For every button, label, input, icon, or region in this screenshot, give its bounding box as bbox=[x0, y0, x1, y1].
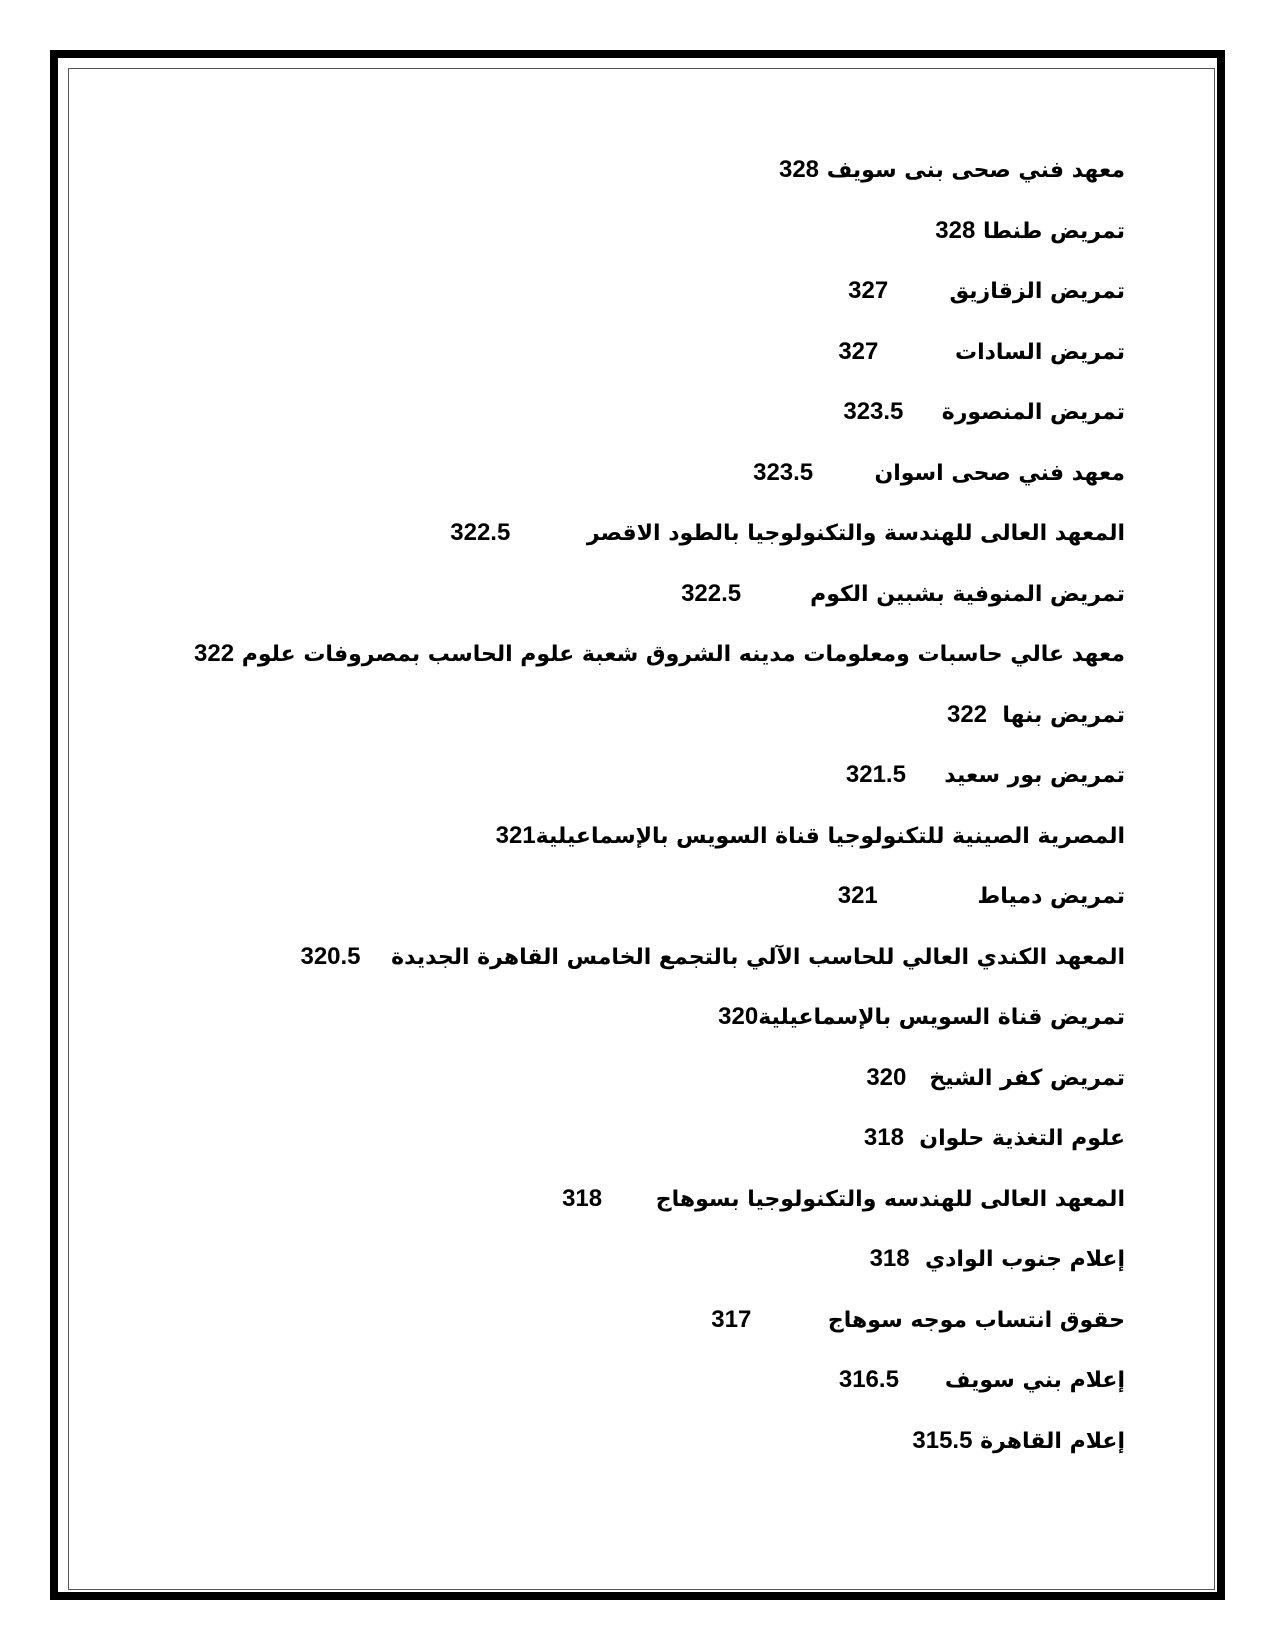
list-item bbox=[150, 443, 1125, 504]
spacer bbox=[234, 642, 242, 667]
spacer bbox=[904, 1126, 919, 1151]
spacer bbox=[987, 703, 1002, 728]
spacer bbox=[975, 219, 983, 244]
min-score: 320.5 bbox=[300, 942, 361, 970]
list-item bbox=[150, 987, 1125, 1048]
spacer bbox=[906, 1066, 929, 1091]
min-score: 321 bbox=[495, 821, 536, 849]
institution-name: تمريض بور سعيد bbox=[944, 763, 1125, 788]
spacer bbox=[906, 763, 944, 788]
spacer bbox=[910, 1247, 925, 1272]
institution-name: تمريض كفر الشيخ bbox=[929, 1065, 1125, 1091]
list-item bbox=[150, 201, 1125, 262]
spacer bbox=[361, 945, 392, 970]
min-score: 328 bbox=[935, 216, 976, 244]
institution-name: المعهد العالى للهندسة والتكنولوجيا بالطود الاقصر bbox=[586, 521, 1125, 546]
institution-name: حقوق انتساب موجه سوهاج bbox=[827, 1307, 1125, 1333]
institution-name: علوم التغذية حلوان bbox=[919, 1126, 1125, 1151]
spacer bbox=[878, 884, 978, 909]
min-score: 328 bbox=[778, 156, 820, 183]
min-score: 320 bbox=[866, 1063, 907, 1091]
min-score: 318 bbox=[869, 1245, 910, 1272]
min-score: 318 bbox=[562, 1184, 603, 1212]
list-item bbox=[150, 1350, 1125, 1411]
institution-name: معهد فني صحى اسوان bbox=[874, 460, 1125, 486]
institution-name: تمريض المنصورة bbox=[941, 400, 1125, 425]
spacer bbox=[510, 521, 587, 546]
list-item bbox=[150, 866, 1125, 927]
list-item bbox=[150, 140, 1125, 201]
institution-name: معهد فني صحى بنى سويف bbox=[826, 158, 1125, 183]
list-item bbox=[150, 685, 1125, 746]
min-score: 321 bbox=[837, 882, 878, 909]
list-item bbox=[150, 322, 1125, 383]
institution-name: تمريض بنها bbox=[1002, 702, 1125, 728]
spacer bbox=[903, 400, 941, 425]
spacer bbox=[819, 158, 827, 183]
min-score: 317 bbox=[711, 1305, 752, 1333]
min-score: 322 bbox=[194, 640, 235, 667]
institution-name: المعهد الكندي العالي للحاسب الآلي بالتجمع الخامس القاهرة الجديدة bbox=[391, 944, 1125, 970]
min-score: 321.5 bbox=[845, 761, 906, 788]
spacer bbox=[741, 582, 810, 607]
list-item bbox=[150, 1290, 1125, 1351]
institution-name: إعلام جنوب الوادي bbox=[924, 1247, 1125, 1272]
list-item bbox=[150, 564, 1125, 625]
institution-name: المعهد العالى للهندسه والتكنولوجيا بسوهاج bbox=[655, 1186, 1125, 1212]
spacer bbox=[878, 340, 955, 365]
list-item bbox=[150, 261, 1125, 322]
institution-name: تمريض دمياط bbox=[977, 884, 1125, 909]
list-item bbox=[150, 624, 1125, 685]
institution-name: تمريض المنوفية بشبين الكوم bbox=[810, 581, 1125, 607]
list-item bbox=[150, 1229, 1125, 1290]
min-score: 318 bbox=[863, 1124, 904, 1151]
spacer bbox=[813, 461, 874, 486]
spacer bbox=[972, 1429, 980, 1454]
score-list bbox=[150, 140, 1125, 1471]
min-score: 327 bbox=[838, 337, 879, 365]
min-score: 320 bbox=[718, 1003, 759, 1030]
list-item bbox=[150, 382, 1125, 443]
institution-name: إعلام بني سويف bbox=[944, 1368, 1125, 1393]
spacer bbox=[751, 1308, 828, 1333]
institution-name: إعلام القاهرة bbox=[980, 1428, 1125, 1454]
min-score: 327 bbox=[848, 277, 889, 304]
institution-name: تمريض الزقازيق bbox=[949, 279, 1125, 304]
institution-name: تمريض السادات bbox=[954, 339, 1125, 365]
institution-name: تمريض قناة السويس بالإسماعيلية bbox=[758, 1005, 1125, 1030]
min-score: 323.5 bbox=[753, 458, 814, 486]
institution-name: المصرية الصينية للتكنولوجيا قناة السويس بالإسماعيلية bbox=[535, 823, 1125, 849]
min-score: 322.5 bbox=[450, 519, 511, 546]
min-score: 323.5 bbox=[843, 398, 904, 425]
min-score: 316.5 bbox=[838, 1366, 899, 1393]
list-item bbox=[150, 1048, 1125, 1109]
min-score: 322.5 bbox=[681, 579, 742, 607]
min-score: 322 bbox=[946, 700, 988, 728]
list-item bbox=[150, 927, 1125, 988]
min-score: 315.5 bbox=[912, 1426, 973, 1454]
spacer bbox=[888, 279, 949, 304]
list-item bbox=[150, 745, 1125, 806]
list-item bbox=[150, 1411, 1125, 1472]
spacer bbox=[899, 1368, 945, 1393]
list-item bbox=[150, 1169, 1125, 1230]
list-item bbox=[150, 503, 1125, 564]
institution-name: تمريض طنطا bbox=[982, 218, 1125, 244]
institution-name: معهد عالي حاسبات ومعلومات مدينه الشروق شعبة علوم الحاسب بمصروفات علوم bbox=[241, 642, 1125, 667]
spacer bbox=[602, 1187, 656, 1212]
list-item bbox=[150, 806, 1125, 867]
list-item bbox=[150, 1108, 1125, 1169]
